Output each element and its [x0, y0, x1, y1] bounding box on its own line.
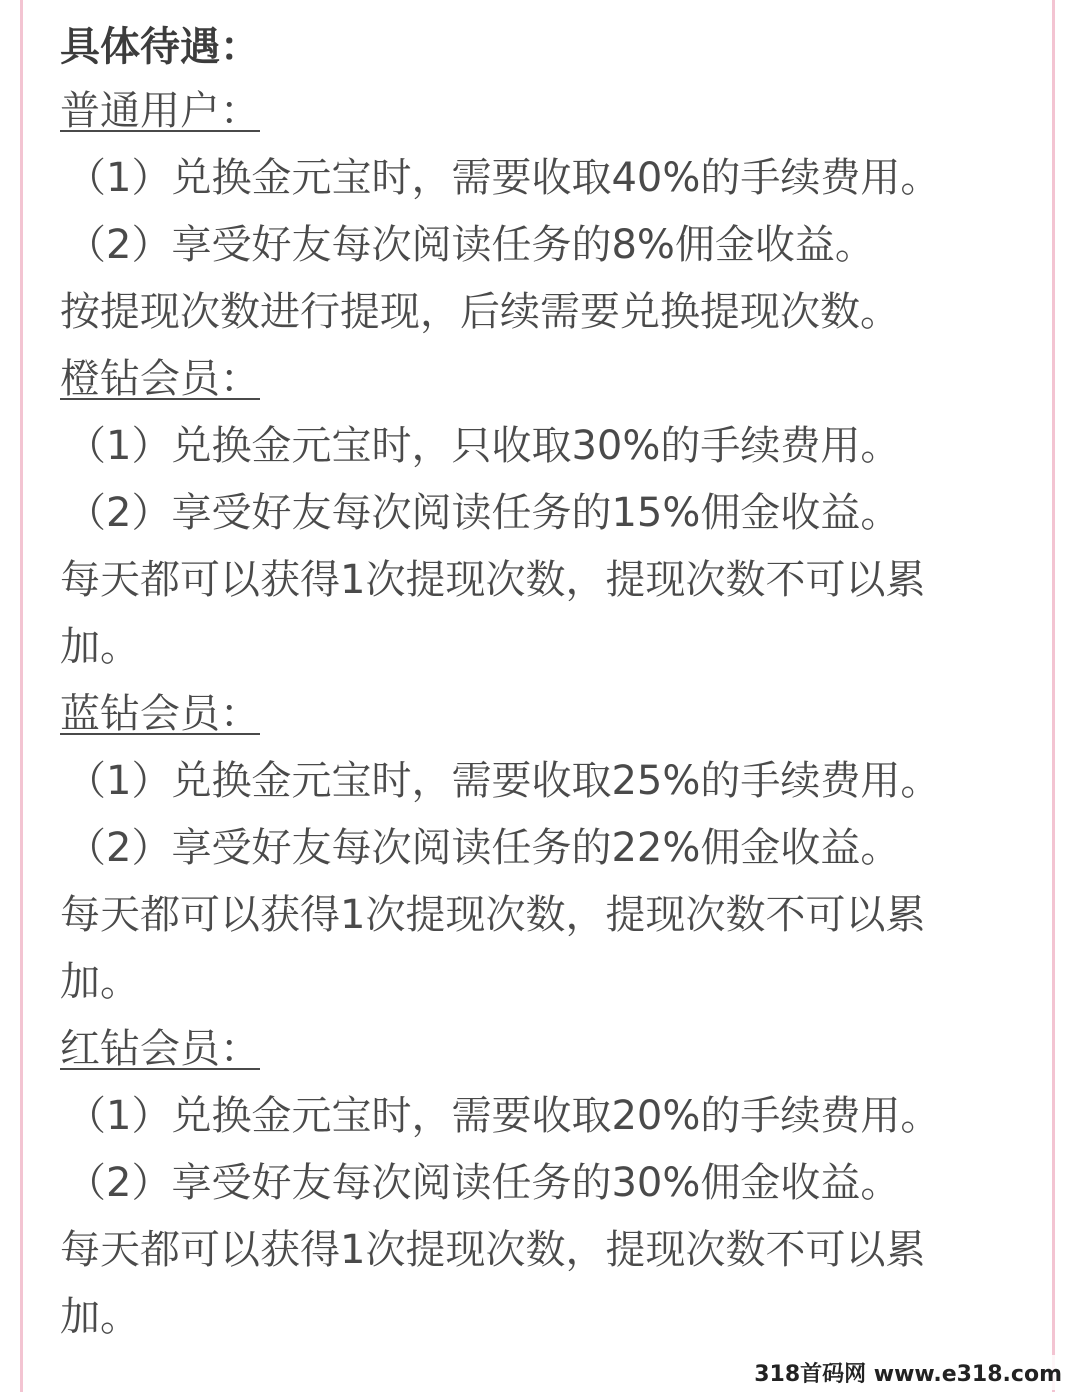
left-border-line — [20, 0, 23, 1392]
tier-withdraw-note: 每天都可以获得1次提现次数，提现次数不可以累 — [60, 1227, 926, 1273]
tier-title-row — [60, 681, 1020, 748]
tier-withdraw-note: 按提现次数进行提现，后续需要兑换提现次数。 — [60, 289, 900, 335]
tier-withdraw-note: 每天都可以获得1次提现次数，提现次数不可以累 — [60, 557, 926, 603]
benefits-content — [60, 16, 1020, 1351]
tier-withdraw-note: 每天都可以获得1次提现次数，提现次数不可以累 — [60, 892, 926, 938]
page-heading: 具体待遇： — [60, 24, 260, 70]
site-watermark: 318首码网 www.e318.com — [748, 1355, 1068, 1390]
right-border-line — [1052, 0, 1055, 1392]
tier-item-fee: （1）兑换金元宝时，需要收取20%的手续费用。 — [66, 1093, 941, 1139]
tier-title-row — [60, 1016, 1020, 1083]
tier-item-commission: （2）享受好友每次阅读任务的22%佣金收益。 — [66, 825, 901, 871]
tier-item-commission: （2）享受好友每次阅读任务的8%佣金收益。 — [66, 222, 875, 268]
tier-item-fee: （1）兑换金元宝时，只收取30%的手续费用。 — [66, 423, 901, 469]
tier-title-blue-member: 蓝钻会员： — [60, 691, 260, 737]
tier-withdraw-note-cont: 加。 — [60, 959, 140, 1005]
tier-title-normal-user: 普通用户： — [60, 88, 260, 134]
tier-title-orange-member: 橙钻会员： — [60, 356, 260, 402]
tier-title-row — [60, 346, 1020, 413]
tier-title-red-member: 红钻会员： — [60, 1026, 260, 1072]
tier-withdraw-note-cont: 加。 — [60, 1294, 140, 1340]
tier-withdraw-note-cont: 加。 — [60, 624, 140, 670]
tier-item-fee: （1）兑换金元宝时，需要收取40%的手续费用。 — [66, 155, 941, 201]
tier-title-row — [60, 78, 1020, 145]
tier-item-commission: （2）享受好友每次阅读任务的30%佣金收益。 — [66, 1160, 901, 1206]
tier-item-commission: （2）享受好友每次阅读任务的15%佣金收益。 — [66, 490, 901, 536]
tier-item-fee: （1）兑换金元宝时，需要收取25%的手续费用。 — [66, 758, 941, 804]
